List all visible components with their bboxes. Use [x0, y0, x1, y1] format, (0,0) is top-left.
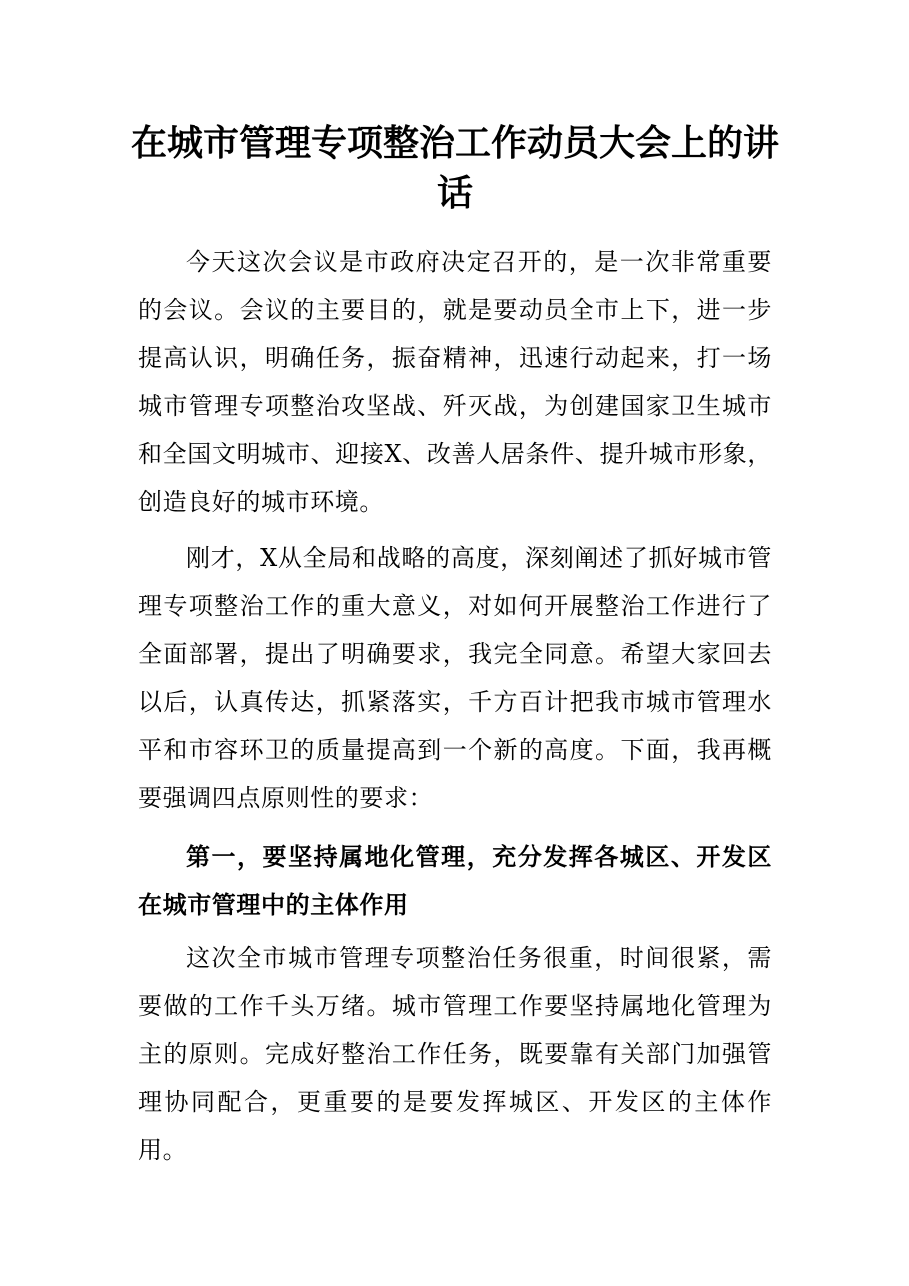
paragraph-response: 刚才，X从全局和战略的高度，深刻阐述了抓好城市管理专项整治工作的重大意义，对如何开展整治工作进行了全面部署，提出了明确要求，我完全同意。希望大家回去以后，认真传达，抓紧落实，千方百计把我市城市管理水平和市容环卫的质量提高到一个新的高度。下面，我再概要强调四点原则性的要求： — [138, 544, 772, 812]
section-heading-first: 第一，要坚持属地化管理，充分发挥各城区、开发区在城市管理中的主体作用 — [138, 843, 772, 919]
paragraph-opening: 今天这次会议是市政府决定召开的，是一次非常重要的会议。会议的主要目的，就是要动员全市上下，进一步提高认识，明确任务，振奋精神，迅速行动起来，打一场城市管理专项整治攻坚战、歼灭战，为创建国家卫生城市和全国文明城市、迎接X、改善人居条件、提升城市形象，创造良好的城市环境。 — [138, 248, 772, 516]
document-title: 在城市管理专项整治工作动员大会上的讲话 — [130, 122, 779, 214]
paragraph-section-first: 这次全市城市管理专项整治任务很重，时间很紧，需要做的工作千头万绪。城市管理工作要坚持属地化管理为主的原则。完成好整治工作任务，既要靠有关部门加强管理协同配合，更重要的是要发挥城区、开发区的主体作用。 — [138, 944, 772, 1164]
